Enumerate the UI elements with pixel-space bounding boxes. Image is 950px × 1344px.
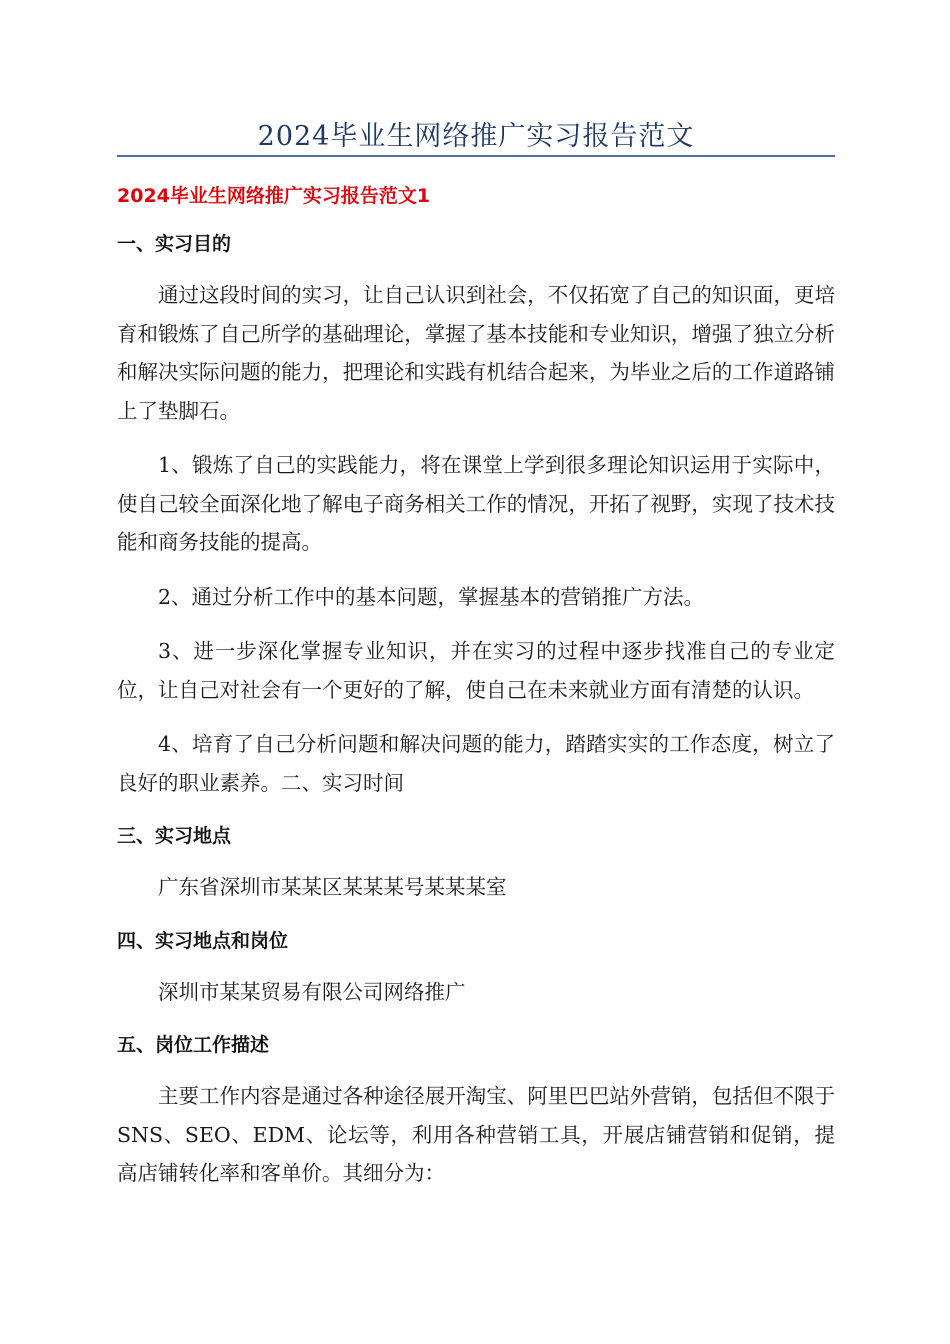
section-heading-location: 三、实习地点	[117, 825, 232, 847]
section-heading-purpose: 一、实习目的	[117, 233, 232, 255]
paragraph-location: 广东省深圳市某某区某某某号某某某室	[158, 875, 507, 899]
document-title: 2024毕业生网络推广实习报告范文	[257, 121, 695, 152]
document-blocks	[117, 226, 835, 1193]
document-subtitle: 2024毕业生网络推广实习报告范文1	[117, 185, 431, 207]
title-underline-divider	[117, 155, 835, 157]
document-body	[117, 178, 835, 1209]
paragraph-purpose-item-3: 3、进一步深化掌握专业知识，并在实习的过程中逐步找准自己的专业定位，让自己对社会有一个更好的了解，使自己在未来就业方面有清楚的认识。	[117, 639, 835, 702]
paragraph-job-description: 主要工作内容是通过各种途径展开淘宝、阿里巴巴站外营销，包括但不限于SNS、SEO、EDM、论坛等，利用各种营销工具，开展店铺营销和促销，提高店铺转化率和客单价。其细分为：	[117, 1084, 835, 1185]
section-heading-position: 四、实习地点和岗位	[117, 929, 289, 952]
paragraph-purpose-item-4: 4、培育了自己分析问题和解决问题的能力，踏踏实实的工作态度，树立了良好的职业素养。二、实习时间	[117, 732, 835, 795]
paragraph-position: 深圳市某某贸易有限公司网络推广	[158, 979, 466, 1004]
paragraph-purpose-item-1: 1、锻炼了自己的实践能力，将在课堂上学到很多理论知识运用于实际中，使自己较全面深化地了解电子商务相关工作的情况，开拓了视野，实现了技术技能和商务技能的提高。	[117, 453, 835, 554]
paragraph-purpose-item-2: 2、通过分析工作中的基本问题，掌握基本的营销推广方法。	[158, 584, 705, 609]
section-heading-job-description: 五、岗位工作描述	[117, 1034, 270, 1056]
paragraph-purpose-intro: 通过这段时间的实习，让自己认识到社会，不仅拓宽了自己的知识面，更培育和锻炼了自己所学的基础理论，掌握了基本技能和专业知识，增强了独立分析和解决实际问题的能力，把理论和实践有机结合起来，为毕业之后的工作道路铺上了垫脚石。	[117, 283, 835, 423]
